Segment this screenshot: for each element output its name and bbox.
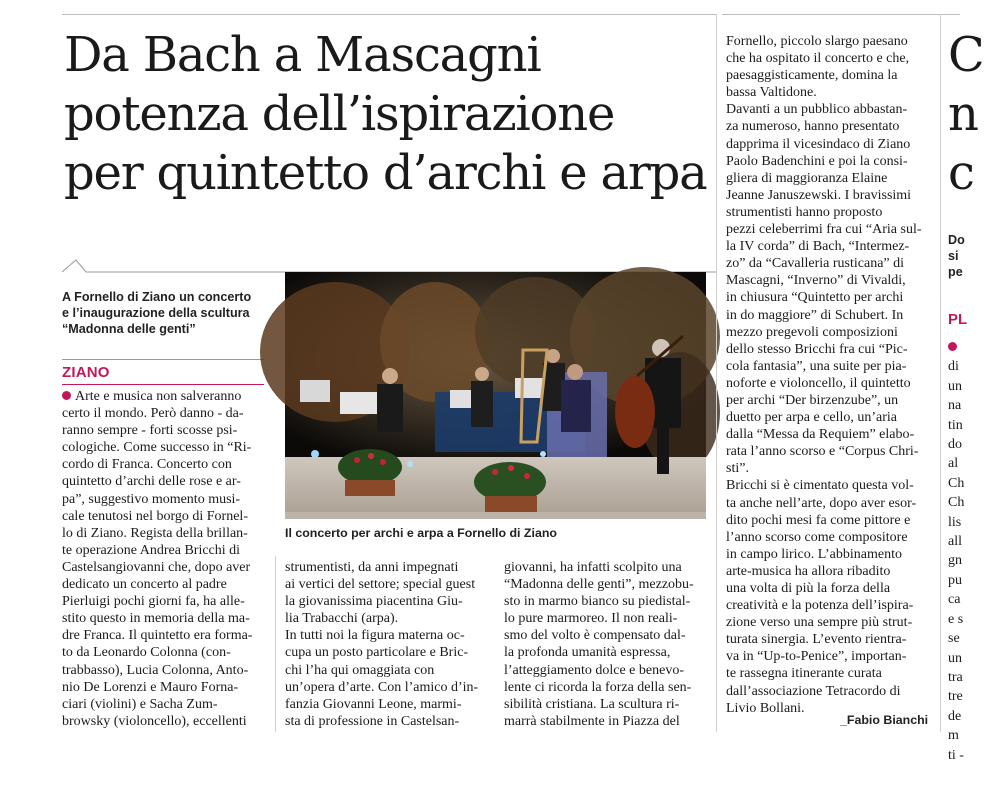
text-line: sta di professione in Castelsan- (285, 713, 460, 729)
text-line: sti”. (726, 461, 749, 477)
text-line: mezzo pregevoli composizioni (726, 324, 898, 340)
text-line: la profonda umanità espressa, (504, 645, 671, 661)
text-line: Davanti a un pubblico abbastan- (726, 102, 908, 118)
text-line: nio De Lorenzi e Mauro Forna- (62, 679, 239, 695)
text-line: de (948, 708, 962, 724)
text-line: zione verso una sempre più strut- (726, 615, 913, 631)
text-line: ai vertici del settore; special guest (285, 577, 476, 593)
summary-line: pe (948, 265, 963, 279)
next-article-section-tag: PL (948, 311, 968, 328)
column-4 (726, 33, 934, 717)
text-line: dre Franca. Il quintetto era forma- (62, 628, 253, 644)
text-line: lo di Ziano. Regista della brillan- (62, 525, 248, 541)
next-article-headline (948, 26, 985, 203)
text-line: Pierluigi pochi giorni fa, ha alle- (62, 594, 245, 610)
column-separator (275, 556, 276, 732)
bullet-dot-icon (948, 342, 957, 351)
text-line: all (948, 534, 962, 550)
text-line: browsky (violoncello), eccellenti (62, 713, 247, 729)
section-underline (62, 384, 264, 385)
text-line: Livio Bollani. (726, 700, 805, 716)
summary-line: Do (948, 233, 965, 247)
text-line: ranno sempre - forti scosse psi- (62, 423, 238, 439)
text-line: lente ci ricorda la forza della sen- (504, 679, 692, 695)
top-rule (62, 14, 716, 15)
text-line: un (948, 650, 962, 666)
text-line: ta anche nell’arte, dopo aver esor- (726, 495, 917, 511)
text-line: dito pochi mesi fa come pittore e (726, 512, 911, 528)
headline-line: potenza dell’ispirazione (64, 86, 615, 142)
text-line: la giovanissima piacentina Giu- (285, 594, 463, 610)
text-line: certo il mondo. Però danno - da- (62, 406, 244, 422)
text-line: in do maggiore” di Schubert. In (726, 307, 904, 323)
text-line: Bricchi si è cimentato questa vol- (726, 478, 914, 494)
text-line: tra (948, 669, 963, 685)
text-line: giovanni, ha infatti scolpito una (504, 560, 682, 575)
text-line: pu (948, 572, 962, 588)
text-line: arte-musica ha allora ribadito (726, 563, 891, 579)
text-line: la IV corda” di Bach, “Intermez- (726, 239, 910, 255)
summary-line: “Madonna delle genti” (62, 322, 196, 336)
text-line: cupa un posto particolare e Bric- (285, 645, 469, 661)
column-3 (504, 559, 714, 730)
headline-line: per quintetto d’archi e arpa (64, 145, 707, 201)
concert-photo (285, 272, 706, 519)
text-line: za numeroso, hanno presentato (726, 119, 900, 135)
text-line: gn (948, 553, 962, 569)
text-line: un (948, 378, 962, 394)
text-line: strumentisti hanno proposto (726, 204, 883, 220)
text-line: tre (948, 689, 963, 705)
text-line: paesaggisticamente, domina la (726, 68, 898, 84)
text-line: bassa Valtidone. (726, 85, 817, 101)
text-line: cologiche. Come successo in “Ri- (62, 440, 252, 456)
text-line: Jeanne Januszewski. I bravissimi (726, 187, 912, 203)
summary (62, 289, 274, 337)
text-line: ca (948, 592, 961, 608)
summary-line: si (948, 249, 959, 263)
text-line: ti - (948, 747, 964, 763)
text-line: zo” da “Cavalleria rusticana” di (726, 256, 905, 272)
text-line: chi l’ha qui omaggiata con (285, 662, 435, 678)
text-line (62, 388, 268, 405)
text-line: to da Leonardo Colonna (con- (62, 645, 231, 661)
text-line: cola fantasia”, una suite per pia- (726, 358, 907, 374)
byline: _Fabio Bianchi (840, 713, 929, 727)
text-line: ciari (violini) e Sacha Zum- (62, 696, 218, 712)
text-line: gliera di maggioranza Elaine (726, 170, 888, 186)
text-line: dedicato un concerto al padre (62, 577, 227, 593)
text-line: dapprima il vicesindaco di Ziano (726, 136, 911, 152)
text-line: smo del volto è compensato dal- (504, 628, 686, 644)
text-line: lia Trabacchi (arpa). (285, 611, 399, 627)
top-rule-right (722, 14, 960, 15)
text-line: Fornello, piccolo slargo paesano (726, 34, 908, 49)
text-line: fanzia Giovanni Leone, marmi- (285, 696, 462, 712)
text-line: trabbasso), Lucia Colonna, Anto- (62, 662, 249, 678)
text-line: In tutti noi la figura materna oc- (285, 628, 465, 644)
photo-caption: Il concerto per archi e arpa a Fornello di Ziano (285, 526, 557, 540)
text-line: in chiusura “Quintetto per archi (726, 290, 904, 306)
column-separator (716, 14, 717, 732)
headline-line: n (948, 86, 979, 142)
text-line: rata l’anno scorso e “Corpus Chri- (726, 444, 919, 460)
text-line: cordo di Franca. Concerto con (62, 457, 232, 473)
text-line: stito questo in memoria della ma- (62, 611, 250, 627)
text-line: pezzi celeberrimi fra cui “Aria sul- (726, 222, 922, 238)
text-line: na (948, 398, 962, 414)
headline-line: Da Bach a Mascagni (64, 27, 541, 83)
text-line: quintetto d’archi delle rose e ar- (62, 474, 241, 490)
text-line: Castelsangiovanni che, dopo aver (62, 559, 251, 575)
headline-line: c (948, 145, 975, 201)
section-tag: ZIANO (62, 364, 110, 381)
text-line: sibilità cristiana. La scultura ri- (504, 696, 680, 712)
text-line: se (948, 631, 960, 647)
text-line: va in “Up-to-Penice”, importan- (726, 649, 907, 665)
column-2 (285, 559, 493, 730)
next-article-summary (948, 232, 965, 280)
text-line: e s (948, 611, 964, 627)
summary-divider (62, 359, 264, 360)
text-line: cale tenutosi nel borgo di Fornel- (62, 508, 248, 524)
text-line: che ha ospitato il concerto e che, (726, 51, 910, 67)
summary-line: A Fornello di Ziano un concerto (62, 290, 252, 304)
text-line: Ch (948, 495, 965, 511)
text-line: Ch (948, 475, 965, 491)
headline-line: C (948, 27, 985, 83)
text-line: tin (948, 417, 963, 433)
text-line: di (948, 359, 959, 375)
text-line: Mascagni, “Inverno” di Vivaldi, (726, 273, 906, 289)
text-line: l’anno scorso come compositore (726, 529, 908, 545)
column-separator (940, 14, 941, 732)
text-line: marrà stabilmente in Piazza del (504, 713, 680, 729)
summary-line: e l’inaugurazione della scultura (62, 306, 250, 320)
text-line: duetto per arpa e cello, un’aria (726, 410, 898, 426)
text-line (948, 338, 964, 357)
text-line: creatività e la potenza dell’ispira- (726, 598, 914, 614)
text-line: dalla “Messa da Requiem” elabo- (726, 427, 915, 443)
text-line: una volta di più la forza della (726, 581, 891, 596)
text-line: turata sinergia. L’evento rientra- (726, 632, 907, 648)
bullet-dot-icon (62, 391, 71, 400)
text-line: Paolo Badenchini e poi la consi- (726, 153, 908, 169)
text-line: un’opera d’arte. Con l’amico d’in- (285, 679, 479, 695)
text-line: al (948, 456, 959, 472)
text-line: noforte e violoncello, il quintetto (726, 375, 911, 391)
text-line: dall’associazione Tetracordo di (726, 683, 901, 699)
text-line: lo pure marmoreo. Il non reali- (504, 611, 678, 627)
text-line: strumentisti, da anni impegnati (285, 560, 459, 575)
column-1 (62, 388, 268, 730)
text-line: pa”, suggestivo momento musi- (62, 491, 241, 507)
text-line-content: Arte e musica non salveranno (75, 389, 242, 404)
text-line: “Madonna delle genti”, mezzobu- (504, 577, 694, 593)
text-line: m (948, 728, 959, 744)
text-line: in campo lirico. L’abbinamento (726, 546, 902, 562)
headline (64, 26, 714, 203)
text-line: dello stesso Bricchi fra cui “Pic- (726, 341, 908, 357)
text-line: te operazione Andrea Bricchi di (62, 542, 241, 558)
text-line: do (948, 437, 962, 453)
next-article-column (948, 338, 964, 765)
text-line: te rassegna itinerante curata (726, 666, 882, 682)
text-line: l’atteggiamento dolce e benevo- (504, 662, 684, 678)
text-line: lis (948, 514, 962, 530)
text-line: per archi “Der birzenzube”, un (726, 392, 899, 408)
text-line: sto in marmo bianco su piedistal- (504, 594, 691, 610)
